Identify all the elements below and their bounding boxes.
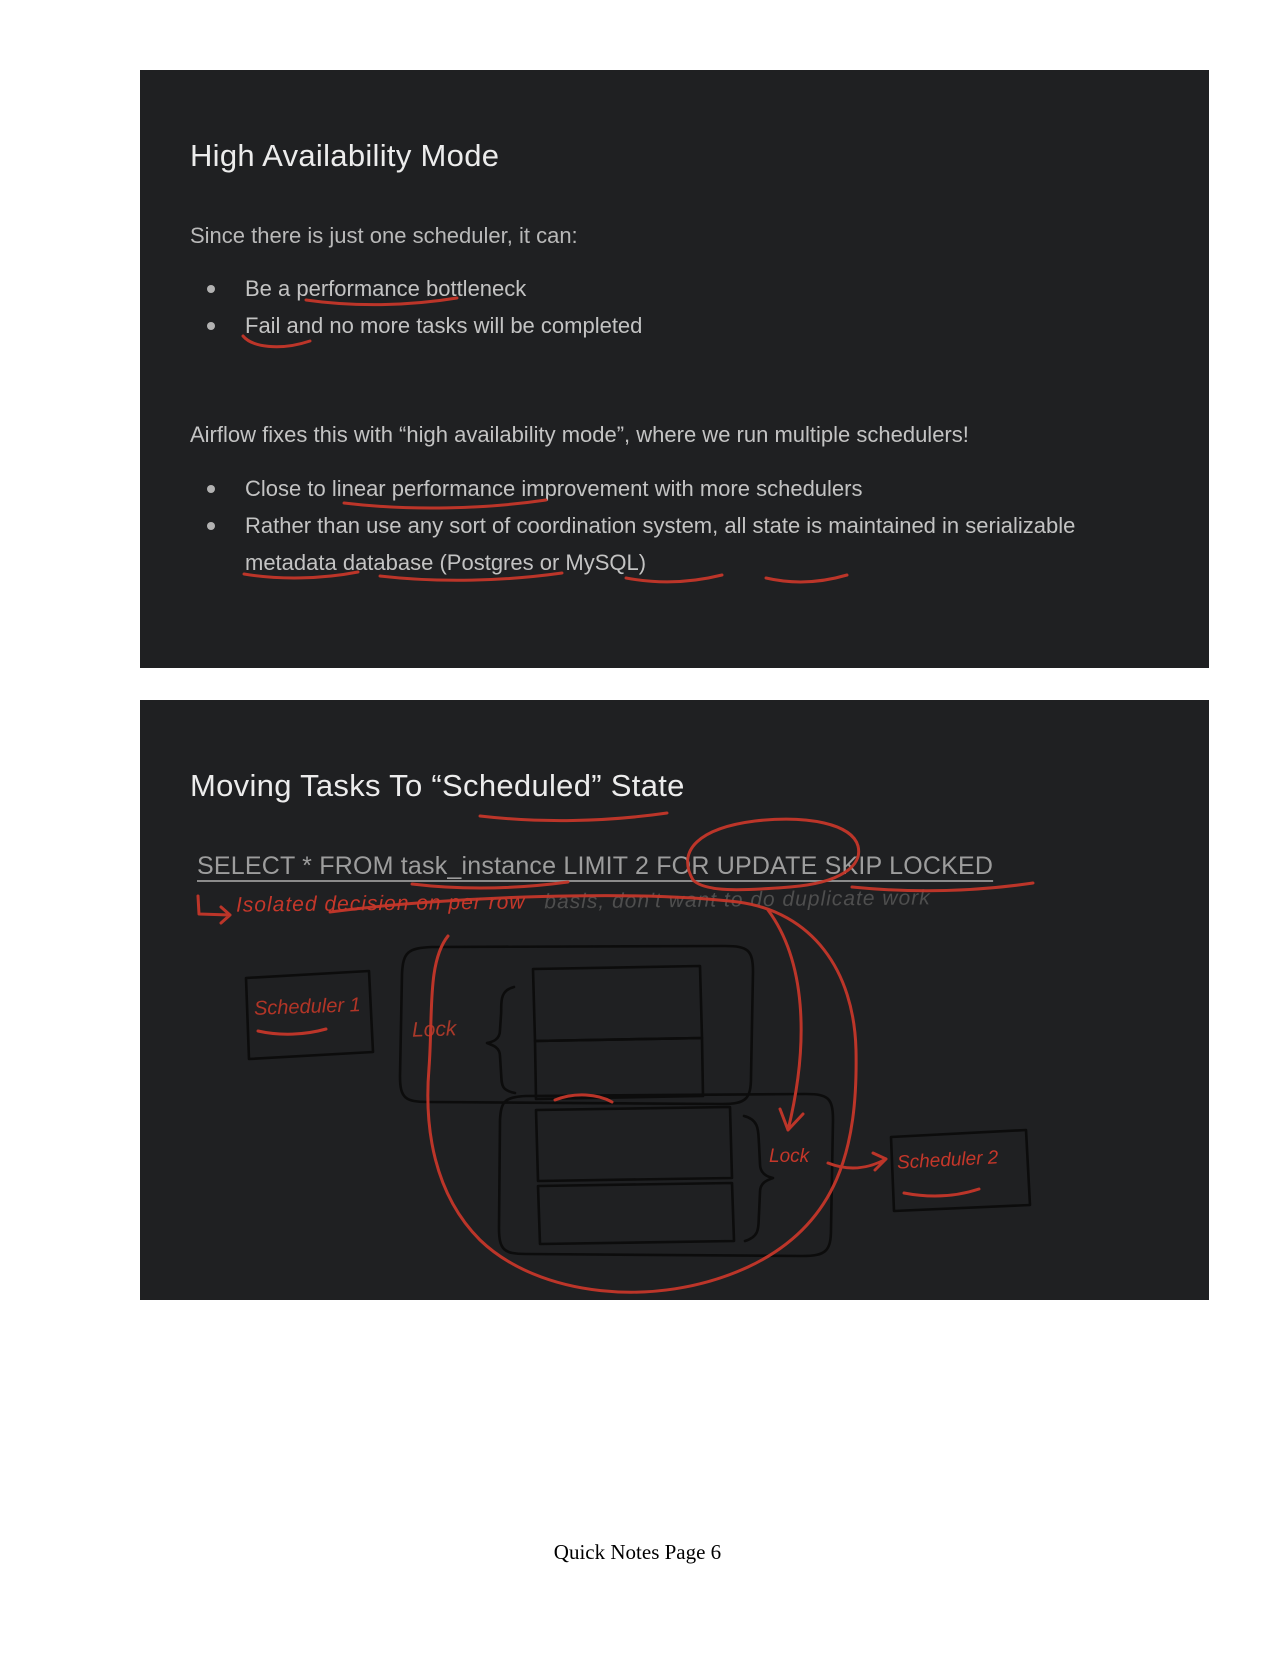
handwritten-note-dark: basis, don't want to do duplicate work — [544, 886, 931, 914]
slide1-bullet-list-a — [190, 270, 1090, 344]
list-item — [190, 307, 1090, 344]
list-item — [190, 470, 1120, 507]
curly-brace-a — [487, 987, 515, 1093]
slide1-intro: Since there is just one scheduler, it can: — [190, 223, 578, 248]
scheduler2-label: Scheduler 2 — [896, 1147, 999, 1174]
slide1-bullet-list-b — [190, 470, 1120, 581]
lock-label-a: Lock — [411, 1017, 457, 1042]
big-red-loop — [330, 896, 856, 1293]
red-underline-scheduler2 — [904, 1189, 979, 1196]
bullet-text: Close to linear performance improvement with more schedulers — [245, 476, 863, 501]
bullet-text: Rather than use any sort of coordination system, all state is maintained in serializable metadata database (Postgres or MySQL) — [245, 513, 1076, 575]
red-arrow-lock-to-scheduler2 — [828, 1153, 886, 1170]
curly-brace-b — [744, 1116, 773, 1241]
scheduler1-label: Scheduler 1 — [253, 994, 362, 1020]
row-group-b-outline — [499, 1094, 833, 1256]
lock-label-b: Lock — [769, 1146, 810, 1167]
red-underline-scheduler1 — [258, 1029, 326, 1034]
slide1-paragraph: Airflow fixes this with “high availability mode”, where we run multiple schedulers! — [190, 422, 969, 447]
handwritten-note — [236, 886, 931, 917]
list-item — [190, 270, 1090, 307]
list-item — [190, 507, 1120, 581]
task-row-b1 — [536, 1107, 732, 1181]
task-row-a1 — [533, 966, 702, 1041]
slide1-title: High Availability Mode — [190, 138, 500, 173]
hook-arrow — [198, 896, 230, 923]
page-footer: Quick Notes Page 6 — [553, 1540, 722, 1564]
bullet-text: Fail and no more tasks will be completed — [245, 313, 643, 338]
bullet-text: Be a performance bottleneck — [245, 276, 527, 301]
sql-statement: SELECT * FROM task_instance LIMIT 2 FOR UPDATE SKIP LOCKED — [197, 852, 994, 880]
red-underline-scheduled — [480, 813, 667, 821]
red-underline-task-instance — [412, 882, 568, 888]
slide-high-availability — [140, 70, 1209, 668]
handwritten-note-red: Isolated decision on per row — [235, 890, 526, 917]
slide2-title: Moving Tasks To “Scheduled” State — [190, 768, 685, 803]
task-row-b2 — [538, 1183, 734, 1244]
slide-moving-tasks — [140, 700, 1209, 1300]
red-squiggle-group-b-top — [555, 1095, 612, 1102]
red-arrow-to-group-b — [768, 910, 803, 1130]
task-row-a2 — [535, 1038, 703, 1099]
